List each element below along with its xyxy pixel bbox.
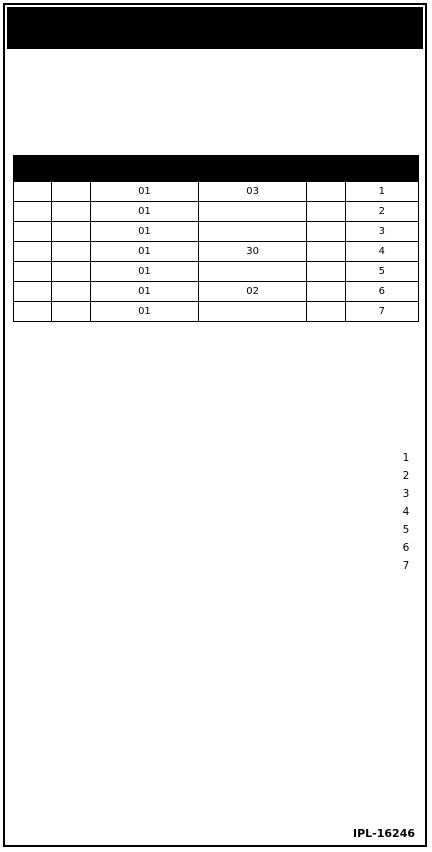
cell-age bbox=[52, 202, 90, 222]
table-row bbox=[14, 302, 419, 322]
condition-number: 7 bbox=[402, 560, 410, 572]
list-item bbox=[15, 449, 419, 467]
cell-age bbox=[52, 262, 90, 282]
condition-number: 2 bbox=[402, 470, 410, 482]
condition-text bbox=[15, 557, 393, 575]
cell-serial: 1 bbox=[345, 182, 418, 202]
col-age bbox=[52, 156, 90, 182]
cell-scale: 01 bbox=[90, 242, 198, 262]
list-item bbox=[15, 539, 419, 557]
cell-qualification bbox=[14, 182, 52, 202]
table-row bbox=[14, 222, 419, 242]
cell-scale: 01 bbox=[90, 302, 198, 322]
condition-number: 6 bbox=[402, 542, 410, 554]
cell-qualification bbox=[14, 222, 52, 242]
cell-qualification bbox=[14, 202, 52, 222]
conditions-list bbox=[15, 449, 419, 575]
table-row bbox=[14, 202, 419, 222]
condition-number: 1 bbox=[402, 452, 410, 464]
cell-count: 03 bbox=[199, 182, 307, 202]
list-item bbox=[15, 485, 419, 503]
cell-scale: 01 bbox=[90, 222, 198, 242]
cell-post bbox=[307, 202, 345, 222]
cell-serial: 6 bbox=[345, 282, 418, 302]
list-item bbox=[15, 467, 419, 485]
condition-text bbox=[15, 539, 393, 557]
cell-serial: 3 bbox=[345, 222, 418, 242]
col-serial bbox=[345, 156, 418, 182]
cell-count: 30 bbox=[199, 242, 307, 262]
cell-serial: 5 bbox=[345, 262, 418, 282]
cell-scale: 01 bbox=[90, 282, 198, 302]
cell-post bbox=[307, 242, 345, 262]
ipl-code: IPL-16246 bbox=[353, 827, 415, 840]
condition-text bbox=[15, 449, 393, 467]
cell-age bbox=[52, 302, 90, 322]
cell-age bbox=[52, 182, 90, 202]
condition-text bbox=[15, 485, 393, 503]
col-post bbox=[307, 156, 345, 182]
cell-post bbox=[307, 282, 345, 302]
condition-text bbox=[15, 467, 393, 485]
cell-qualification bbox=[14, 242, 52, 262]
cell-serial: 7 bbox=[345, 302, 418, 322]
list-item bbox=[15, 557, 419, 575]
advertisement bbox=[3, 3, 427, 847]
cell-count bbox=[199, 222, 307, 242]
condition-text bbox=[15, 503, 393, 521]
ad-heading bbox=[7, 7, 423, 49]
table-row bbox=[14, 262, 419, 282]
table-header-row bbox=[14, 156, 419, 182]
condition-number: 4 bbox=[402, 506, 410, 518]
cell-count bbox=[199, 202, 307, 222]
cell-scale: 01 bbox=[90, 182, 198, 202]
condition-number: 3 bbox=[402, 488, 410, 500]
cell-scale: 01 bbox=[90, 202, 198, 222]
cell-post bbox=[307, 182, 345, 202]
list-item bbox=[15, 521, 419, 539]
cell-post bbox=[307, 262, 345, 282]
cell-age bbox=[52, 222, 90, 242]
cell-age bbox=[52, 242, 90, 262]
col-qualification bbox=[14, 156, 52, 182]
cell-qualification bbox=[14, 282, 52, 302]
cell-qualification bbox=[14, 302, 52, 322]
cell-age bbox=[52, 282, 90, 302]
cell-serial: 2 bbox=[345, 202, 418, 222]
table-row bbox=[14, 282, 419, 302]
cell-count: 02 bbox=[199, 282, 307, 302]
cell-scale: 01 bbox=[90, 262, 198, 282]
cell-post bbox=[307, 222, 345, 242]
col-count bbox=[199, 156, 307, 182]
condition-text bbox=[15, 521, 393, 539]
list-item bbox=[15, 503, 419, 521]
cell-count bbox=[199, 262, 307, 282]
cell-serial: 4 bbox=[345, 242, 418, 262]
posts-table bbox=[13, 155, 419, 322]
table-row bbox=[14, 182, 419, 202]
cell-count bbox=[199, 302, 307, 322]
cell-post bbox=[307, 302, 345, 322]
col-scale bbox=[90, 156, 198, 182]
cell-qualification bbox=[14, 262, 52, 282]
condition-number: 5 bbox=[402, 524, 410, 536]
table-row bbox=[14, 242, 419, 262]
